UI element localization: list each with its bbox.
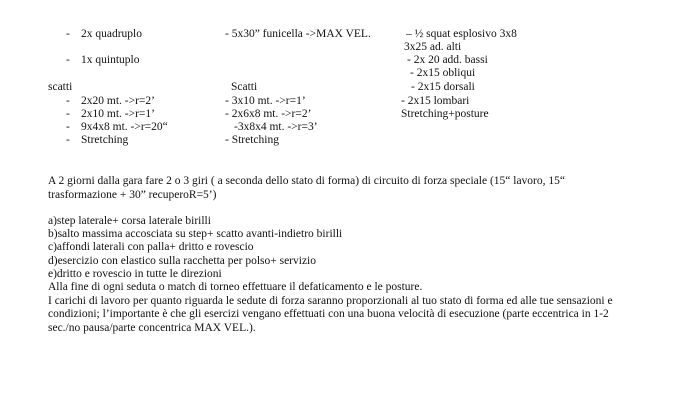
col3-line: - 2x 20 add. bassi	[407, 54, 488, 66]
closing-line: condizioni; l’importante è che gli esercizi vengano effettuati con una buona velocità di esecuzione (parte eccentrica in 1-2	[48, 308, 609, 320]
closing-line: I carichi di lavoro per quanto riguarda le sedute di forza saranno proporzionali al tuo stato di forma ed alle tue sensazioni e	[48, 295, 613, 307]
list-dash: -	[66, 121, 70, 133]
paragraph-line: A 2 giorni dalla gara fare 2 o 3 giri ( a seconda dello stato di forma) di circuito di forza speciale (15“ lavoro, 15“	[48, 175, 565, 187]
col1-scatti-header: scatti	[48, 81, 73, 93]
col3-line: - 2x15 dorsali	[411, 81, 475, 93]
exercise-item: a)step laterale+ corsa laterale birilli	[48, 215, 211, 227]
col1-scatti-row: 2x10 mt. ->r=1’	[81, 108, 155, 120]
list-dash: -	[66, 134, 70, 146]
closing-line: Alla fine di ogni seduta o match di torneo effettuare il defaticamento e le posture.	[48, 281, 423, 293]
col1-row-quadruplo: 2x quadruplo	[81, 28, 143, 40]
list-dash: -	[66, 54, 70, 66]
col2-scatti-row: -3x8x4 mt. ->r=3’	[234, 121, 318, 133]
col2-scatti-row: - Stretching	[225, 134, 279, 146]
col3-line: – ½ squat esplosivo 3x8	[406, 28, 517, 40]
list-dash: -	[66, 28, 70, 40]
col3-line: - 2x15 obliqui	[410, 67, 476, 79]
col1-row-quintuplo: 1x quintuplo	[81, 54, 140, 66]
exercise-item: d)esercizio con elastico sulla racchetta per polso+ servizio	[48, 255, 316, 267]
exercise-item: e)dritto e rovescio in tutte le direzioni	[48, 268, 222, 280]
exercise-item: c)affondi laterali con palla+ dritto e rovescio	[48, 241, 254, 253]
col3-line: 3x25 ad. alti	[404, 41, 462, 53]
closing-line: sec./no pausa/parte concentrica MAX VEL.).	[48, 322, 256, 334]
list-dash: -	[66, 108, 70, 120]
col2-scatti-row: - 2x6x8 mt. ->r=2’	[225, 108, 312, 120]
list-dash: -	[66, 95, 70, 107]
col1-scatti-row: 9x4x8 mt. ->r=20“	[81, 121, 168, 133]
col2-scatti-row: - 3x10 mt. ->r=1’	[225, 95, 306, 107]
col3-line: - 2x15 lombari	[401, 95, 470, 107]
col3-line: Stretching+posture	[401, 108, 489, 120]
col1-scatti-row: 2x20 mt. ->r=2’	[81, 95, 155, 107]
col1-scatti-row: Stretching	[81, 134, 129, 146]
col2-scatti-header: Scatti	[231, 81, 258, 93]
exercise-item: b)salto massima accosciata su step+ scatto avanti-indietro birilli	[48, 228, 343, 240]
col2-funicella-row: - 5x30” funicella ->MAX VEL.	[225, 28, 371, 40]
paragraph-line: trasformazione + 30” recuperoR=5’)	[48, 189, 217, 201]
